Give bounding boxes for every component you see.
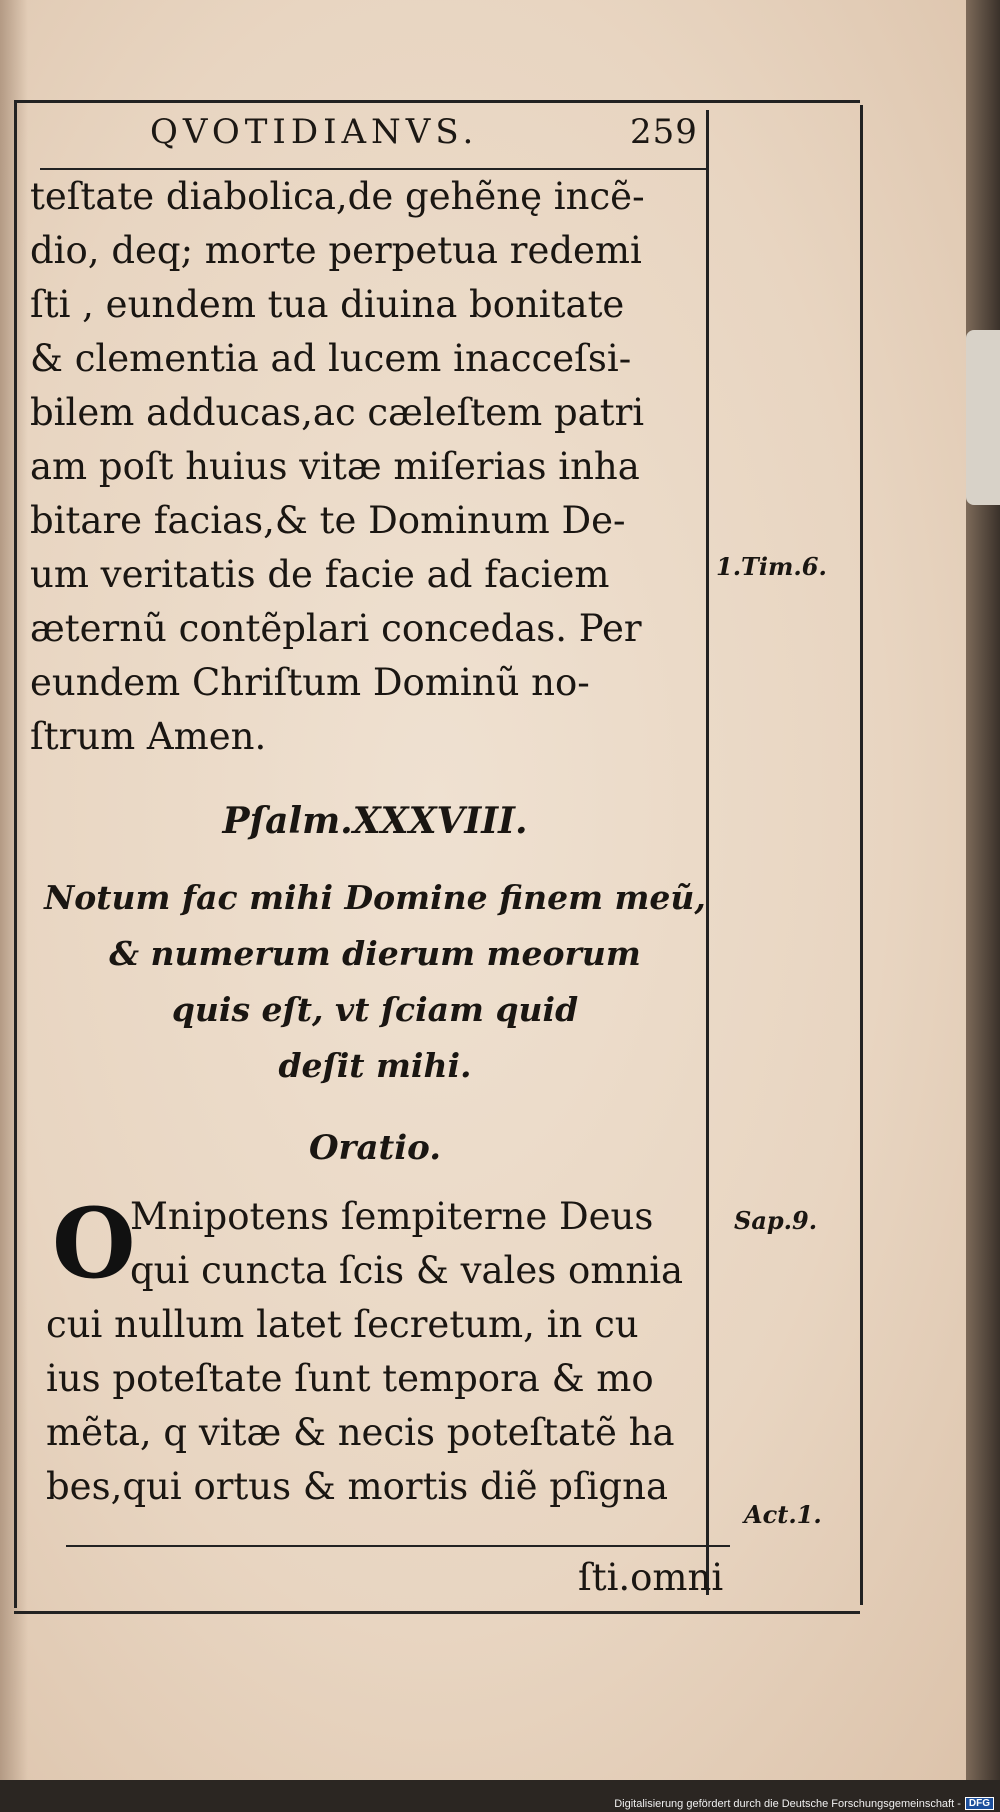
running-head-title: QVOTIDIANVS.: [150, 112, 479, 152]
page-number: 259: [630, 112, 698, 152]
page-tab: [966, 330, 1000, 505]
text-line: bitare facias,& te Dominum De-: [30, 499, 626, 542]
verse-line: & numerum dierum meorum: [109, 934, 641, 973]
credit-text: Digitalisierung gefördert durch die Deutsche Forschungsgemeinschaft -: [614, 1797, 961, 1810]
psalm-verse: [30, 870, 720, 1094]
margin-note-tim: 1.Tim.6.: [716, 552, 827, 581]
text-line: æternũ contẽplari concedas. Per: [30, 607, 642, 650]
text-line: qui cuncta ſcis & vales omnia: [130, 1249, 684, 1292]
text-line: ius poteſtate ſunt tempora & mo: [46, 1357, 654, 1400]
text-line: bes,qui ortus & mortis diẽ pſigna: [46, 1465, 669, 1508]
catchword-rule: [66, 1545, 730, 1547]
oratio-heading: Oratio.: [308, 1128, 442, 1168]
dropcap: O: [52, 1187, 136, 1300]
text-line: teſtate diabolica,de gehẽnę incẽ-: [30, 175, 645, 218]
dfg-logo: DFG: [965, 1797, 994, 1810]
body-text: [30, 170, 710, 764]
text-line: ſti , eundem tua diuina bonitate: [30, 283, 625, 326]
margin-note-act: Act.1.: [744, 1500, 822, 1529]
text-line: am poſt huius vitæ miſerias inha: [30, 445, 640, 488]
psalm-heading: Pſalm.XXXVIII.: [222, 800, 528, 842]
text-line: mẽta, q vitæ & necis poteſtatẽ ha: [46, 1411, 675, 1454]
text-line: ſtrum Amen.: [30, 715, 267, 758]
page-edge: [966, 0, 1000, 1780]
catchword: ſti.omni: [578, 1556, 724, 1599]
text-line: dio, deq; morte perpetua redemi: [30, 229, 642, 272]
text-line: bilem adducas,ac cæleſtem patri: [30, 391, 645, 434]
verse-line: Notum fac mihi Domine finem meũ,: [44, 878, 706, 917]
frame-left-rule: [14, 100, 17, 1608]
digitization-credit: [614, 1797, 994, 1810]
verse-line: quis eſt, vt ſciam quid: [171, 990, 579, 1029]
text-line: um veritatis de facie ad faciem: [30, 553, 610, 596]
verse-line: deſit mihi.: [278, 1046, 472, 1085]
text-line: cui nullum latet ſecretum, in cu: [46, 1303, 639, 1346]
frame-right-rule: [860, 105, 863, 1605]
text-line: eundem Chriſtum Dominũ no-: [30, 661, 590, 704]
margin-note-sap: Sap.9.: [734, 1206, 818, 1235]
text-line: & clementia ad lucem inacceſsi-: [30, 337, 632, 380]
oratio-text: [46, 1187, 736, 1514]
text-line: Mnipotens ſempiterne Deus: [130, 1195, 654, 1238]
